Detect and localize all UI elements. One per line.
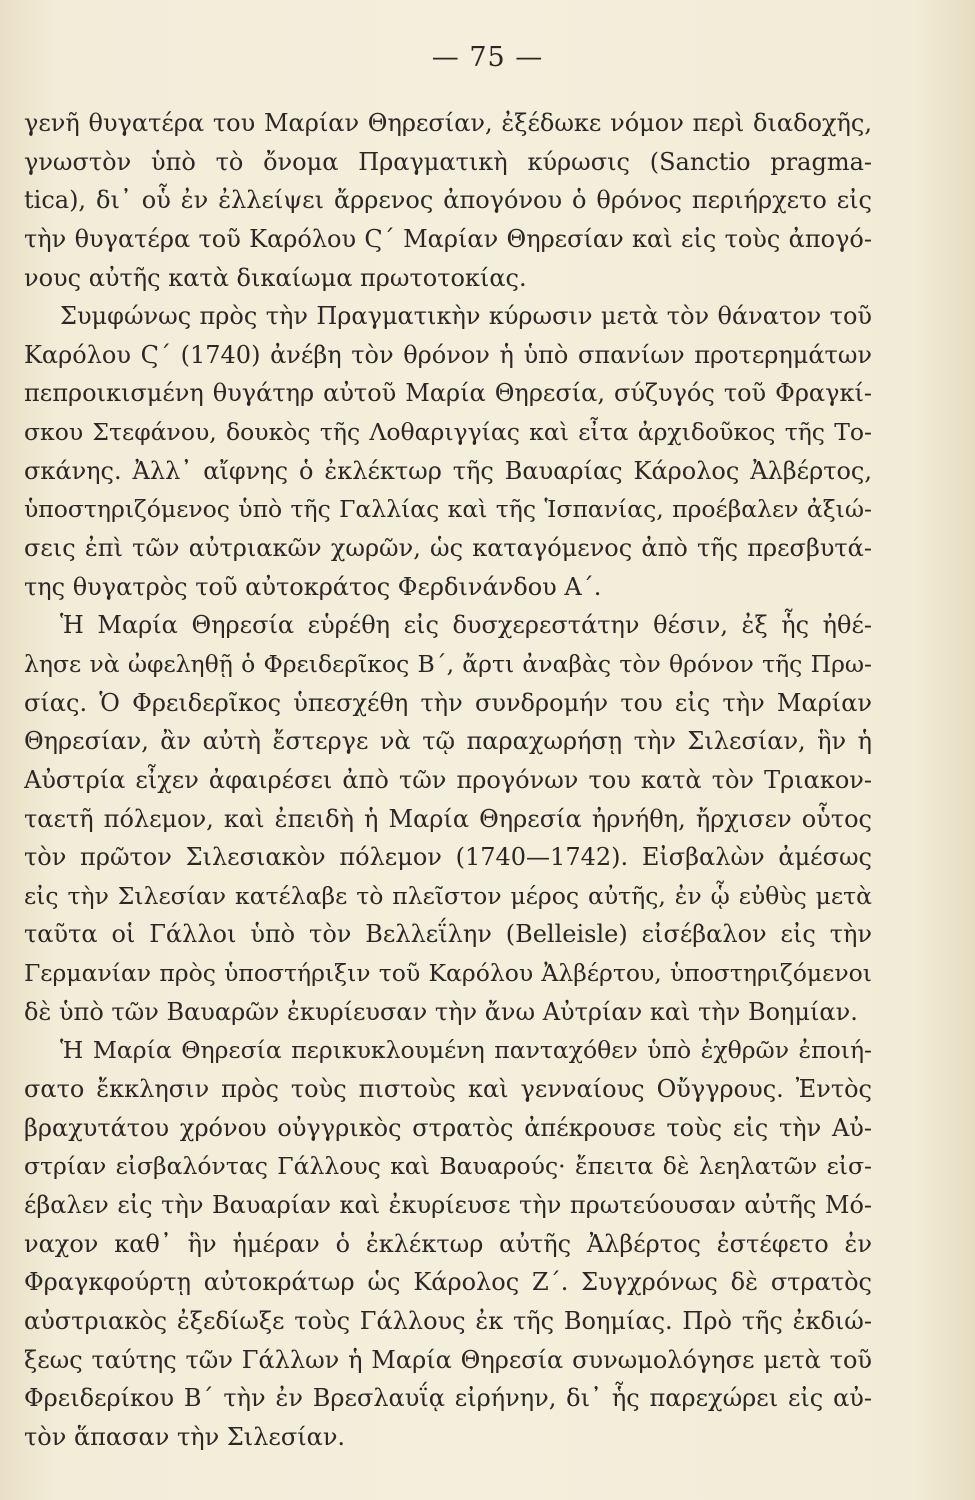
- text-line: γνωστὸν ὑπὸ τὸ ὄνομα Πραγματικὴ κύρωσις (Sanctio pragma-: [24, 147, 872, 176]
- text-line: tica), δι᾽ οὗ ἐν ἐλλείψει ἄρρενος ἀπογόνου ὁ θρόνος περιήρχετο εἰς: [24, 186, 872, 215]
- text-line: ταῦτα οἱ Γάλλοι ὑπὸ τὸν Βελλεΐλην (Belleisle) εἰσέβαλον εἰς τὴν: [24, 920, 872, 949]
- text-line: σίας. Ὁ Φρειδερῖκος ὑπεσχέθη τὴν συνδρομήν του εἰς τὴν Μαρίαν: [24, 688, 872, 717]
- text-line: βραχυτάτου χρόνου οὐγγρικὸς στρατὸς ἀπέκρουσε τοὺς εἰς τὴν Αὐ-: [24, 1113, 872, 1142]
- text-line: εἰς τὴν Σιλεσίαν κατέλαβε τὸ πλεῖστον μέρος αὐτῆς, ἐν ᾧ εὐθὺς μετὰ: [24, 881, 872, 910]
- text-line: Ἡ Μαρία Θηρεσία εὑρέθη εἰς δυσχερεστάτην θέσιν, ἐξ ἧς ἠθέ-: [60, 611, 872, 640]
- text-line: ναχον καθ᾽ ἣν ἡμέραν ὁ ἐκλέκτωρ αὐτῆς Ἀλβέρτος ἐστέφετο ἐν: [24, 1229, 872, 1258]
- text-line: τὸν πρῶτον Σιλεσιακὸν πόλεμον (1740—1742). Εἰσβαλὼν ἀμέσως: [24, 843, 872, 872]
- text-line: της θυγατρὸς τοῦ αὐτοκράτος Φερδινάνδου Α΄.: [24, 572, 602, 601]
- text-line: Συμφώνως πρὸς τὴν Πραγματικὴν κύρωσιν μετὰ τὸν θάνατον τοῦ: [60, 302, 872, 331]
- text-line: Φραγκφούρτῃ αὐτοκράτωρ ὡς Κάρολος Ζ΄. Συγχρόνως δὲ στρατὸς: [24, 1268, 872, 1297]
- text-line: ταετῆ πόλεμον, καὶ ἐπειδὴ ἡ Μαρία Θηρεσία ἠρνήθη, ἤρχισεν οὗτος: [24, 804, 872, 833]
- body-text: [24, 104, 872, 1456]
- text-line: σκάνης. Ἀλλ᾽ αἴφνης ὁ ἐκλέκτωρ τῆς Βαυαρίας Κάρολος Ἀλβέρτος,: [24, 456, 872, 485]
- text-line: νους αὐτῆς κατὰ δικαίωμα πρωτοτοκίας.: [24, 263, 527, 292]
- text-line: αὐστριακὸς ἐξεδίωξε τοὺς Γάλλους ἐκ τῆς Βοημίας. Πρὸ τῆς ἐκδιώ-: [24, 1306, 872, 1335]
- text-line: δὲ ὑπὸ τῶν Βαυαρῶν ἐκυρίευσαν τὴν ἄνω Αὐτρίαν καὶ τὴν Βοημίαν.: [24, 997, 858, 1026]
- text-line: Φρειδερίκου Β΄ τὴν ἐν Βρεσλαυΐᾳ εἰρήνην, δι᾽ ἧς παρεχώρει εἰς αὐ-: [24, 1384, 872, 1413]
- text-line: λησε νὰ ὠφεληθῇ ὁ Φρειδερῖκος Β΄, ἄρτι ἀναβὰς τὸν θρόνον τῆς Πρω-: [24, 649, 872, 678]
- text-line: σκου Στεφάνου, δουκὸς τῆς Λοθαριγγίας καὶ εἶτα ἀρχιδοῦκος τῆς Το-: [24, 418, 872, 447]
- text-line: Ἡ Μαρία Θηρεσία περικυκλουμένη πανταχόθεν ὑπὸ ἐχθρῶν ἐποιή-: [60, 1036, 872, 1065]
- text-line: γενῆ θυγατέρα του Μαρίαν Θηρεσίαν, ἐξέδωκε νόμον περὶ διαδοχῆς,: [24, 109, 872, 137]
- text-line: σατο ἔκκλησιν πρὸς τοὺς πιστοὺς καὶ γενναίους Οὔγγρους. Ἐντὸς: [24, 1075, 872, 1104]
- text-line: έβαλεν εἰς τὴν Βαυαρίαν καὶ ἐκυρίευσε τὴν πρωτεύουσαν αὐτῆς Μό-: [24, 1190, 872, 1219]
- text-line: στρίαν εἰσβαλόντας Γάλλους καὶ Βαυαρούς· ἔπειτα δὲ λεηλατῶν εἰσ-: [24, 1152, 872, 1181]
- text-line: Θηρεσίαν, ἂν αὐτὴ ἔστεργε νὰ τῷ παραχωρήσῃ τὴν Σιλεσίαν, ἣν ἡ: [24, 727, 872, 756]
- text-line: ξεως ταύτης τῶν Γάλλων ἡ Μαρία Θηρεσία συνωμολόγησε μετὰ τοῦ: [24, 1345, 872, 1374]
- text-line: τὴν θυγατέρα τοῦ Καρόλου Ϛ΄ Μαρίαν Θηρεσίαν καὶ εἰς τοὺς ἀπογό-: [24, 224, 872, 253]
- text-line: Γερμανίαν πρὸς ὑποστήριξιν τοῦ Καρόλου Ἀλβέρτου, ὑποστηριζόμενοι: [24, 959, 872, 988]
- text-line: Αὐστρία εἶχεν ἀφαιρέσει ἀπὸ τῶν προγόνων του κατὰ τὸν Τριακον-: [24, 765, 872, 794]
- page-number: — 75 —: [431, 42, 544, 73]
- text-line: σεις ἐπὶ τῶν αὐτριακῶν χωρῶν, ὡς καταγόμενος ἀπὸ τῆς πρεσβυτά-: [24, 534, 872, 563]
- text-line: πεπροικισμένη θυγάτηρ αὐτοῦ Μαρία Θηρεσία, σύζυγός τοῦ Φραγκί-: [24, 379, 872, 408]
- text-line: Καρόλου Ϛ΄ (1740) ἀνέβη τὸν θρόνον ἡ ὑπὸ σπανίων προτερημάτων: [24, 340, 872, 369]
- text-line: τὸν ἅπασαν τὴν Σιλεσίαν.: [24, 1422, 346, 1451]
- text-line: ὑποστηριζόμενος ὑπὸ τῆς Γαλλίας καὶ τῆς Ἱσπανίας, προέβαλεν ἀξιώ-: [24, 495, 872, 524]
